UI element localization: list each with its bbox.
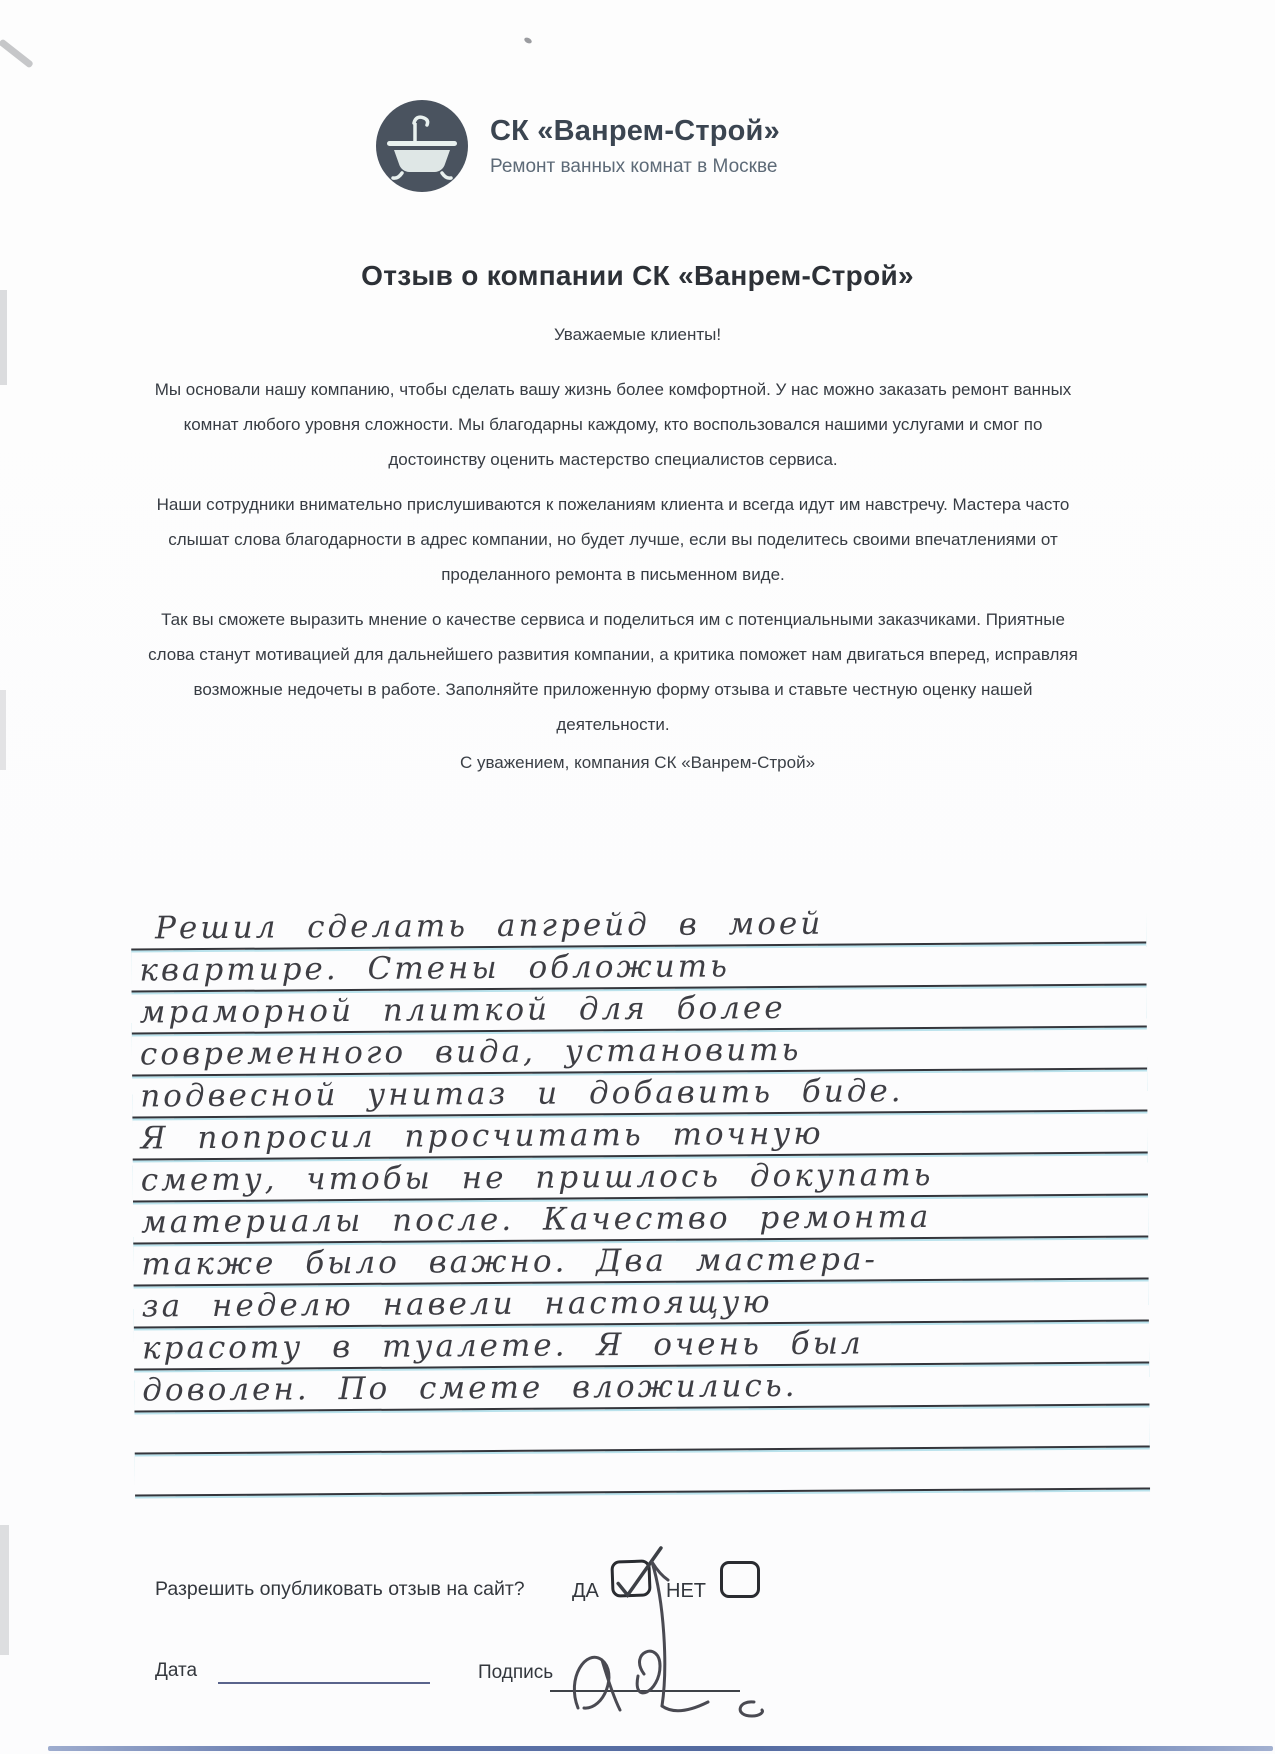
brand-name: СК «Ванрем-Строй» xyxy=(490,114,780,147)
review-line: смету, чтобы не пришлось докупать xyxy=(133,1153,1148,1202)
company-header xyxy=(374,98,780,194)
review-line: квартире. Стены обложить xyxy=(131,943,1146,992)
review-line: Я попросил просчитать точную xyxy=(132,1111,1147,1160)
brand-block xyxy=(490,115,780,178)
scan-artifact xyxy=(523,36,532,44)
greeting-line: Уважаемые клиенты! xyxy=(553,325,722,344)
yes-label: ДА xyxy=(572,1580,599,1602)
review-line-empty[interactable] xyxy=(135,1447,1150,1496)
publish-consent-question: Разрешить опубликовать отзыв на сайт? xyxy=(155,1578,525,1600)
review-line: подвесной унитаз и добавить биде. xyxy=(132,1069,1147,1118)
date-field[interactable] xyxy=(218,1682,430,1684)
review-line: также было важно. Два мастера- xyxy=(133,1237,1148,1286)
review-line: мраморной плиткой для более xyxy=(132,985,1147,1034)
signature-scribble xyxy=(558,1556,798,1746)
scan-artifact xyxy=(0,38,34,68)
brand-tagline: Ремонт ванных комнат в Москве xyxy=(490,155,778,177)
review-line-empty[interactable] xyxy=(134,1405,1149,1454)
review-line: Решил сделать апгрейд в моей xyxy=(131,901,1146,950)
no-label: НЕТ xyxy=(666,1580,706,1602)
scan-artifact xyxy=(0,1525,9,1655)
date-label: Дата xyxy=(155,1660,198,1681)
signoff-line: С уважением, компания СК «Ванрем-Строй» xyxy=(459,753,816,772)
review-line: красоту в туалете. Я очень был xyxy=(134,1321,1149,1370)
bathtub-icon xyxy=(374,98,470,194)
review-line: доволен. По смете вложились. xyxy=(134,1363,1149,1412)
review-line: за неделю навели настоящую xyxy=(134,1279,1149,1328)
scanner-edge-line xyxy=(48,1746,1273,1751)
review-line: материалы после. Качество ремонта xyxy=(133,1195,1148,1244)
feedback-paragraph: Так вы сможете выразить мнение о качестве сервиса и поделиться им с потенциальными заказчиками. Приятные слова станут мотивацией для дальнейшего развития компании, а критика поможет нам двигаться вперед, исправляя возможные недочеты в работе. Заполняйте приложенную форму отзыва и ставьте честную оценку нашей деятельности. xyxy=(148,610,1078,734)
intro-paragraph: Мы основали нашу компанию, чтобы сделать вашу жизнь более комфортной. У нас можно заказать ремонт ванных комнат любого уровня сложности. Мы благодарны каждому, кто воспользовался нашими услугами и смог по достоинству оценить мастерство специалистов сервиса. xyxy=(154,380,1072,469)
signature-label: Подпись xyxy=(478,1662,554,1683)
review-line: современного вида, установить xyxy=(132,1027,1147,1076)
staff-paragraph: Наши сотрудники внимательно прислушиваются к пожеланиям клиента и всегда идут им навстречу. Мастера часто слышат слова благодарности в адрес компании, но будет лучше, если вы поделитесь своими впечатлениями от проделанного ремонта в письменном виде. xyxy=(156,495,1070,584)
page-title: Отзыв о компании СК «Ванрем-Строй» xyxy=(361,260,914,291)
handwritten-review-area xyxy=(131,901,1150,1496)
